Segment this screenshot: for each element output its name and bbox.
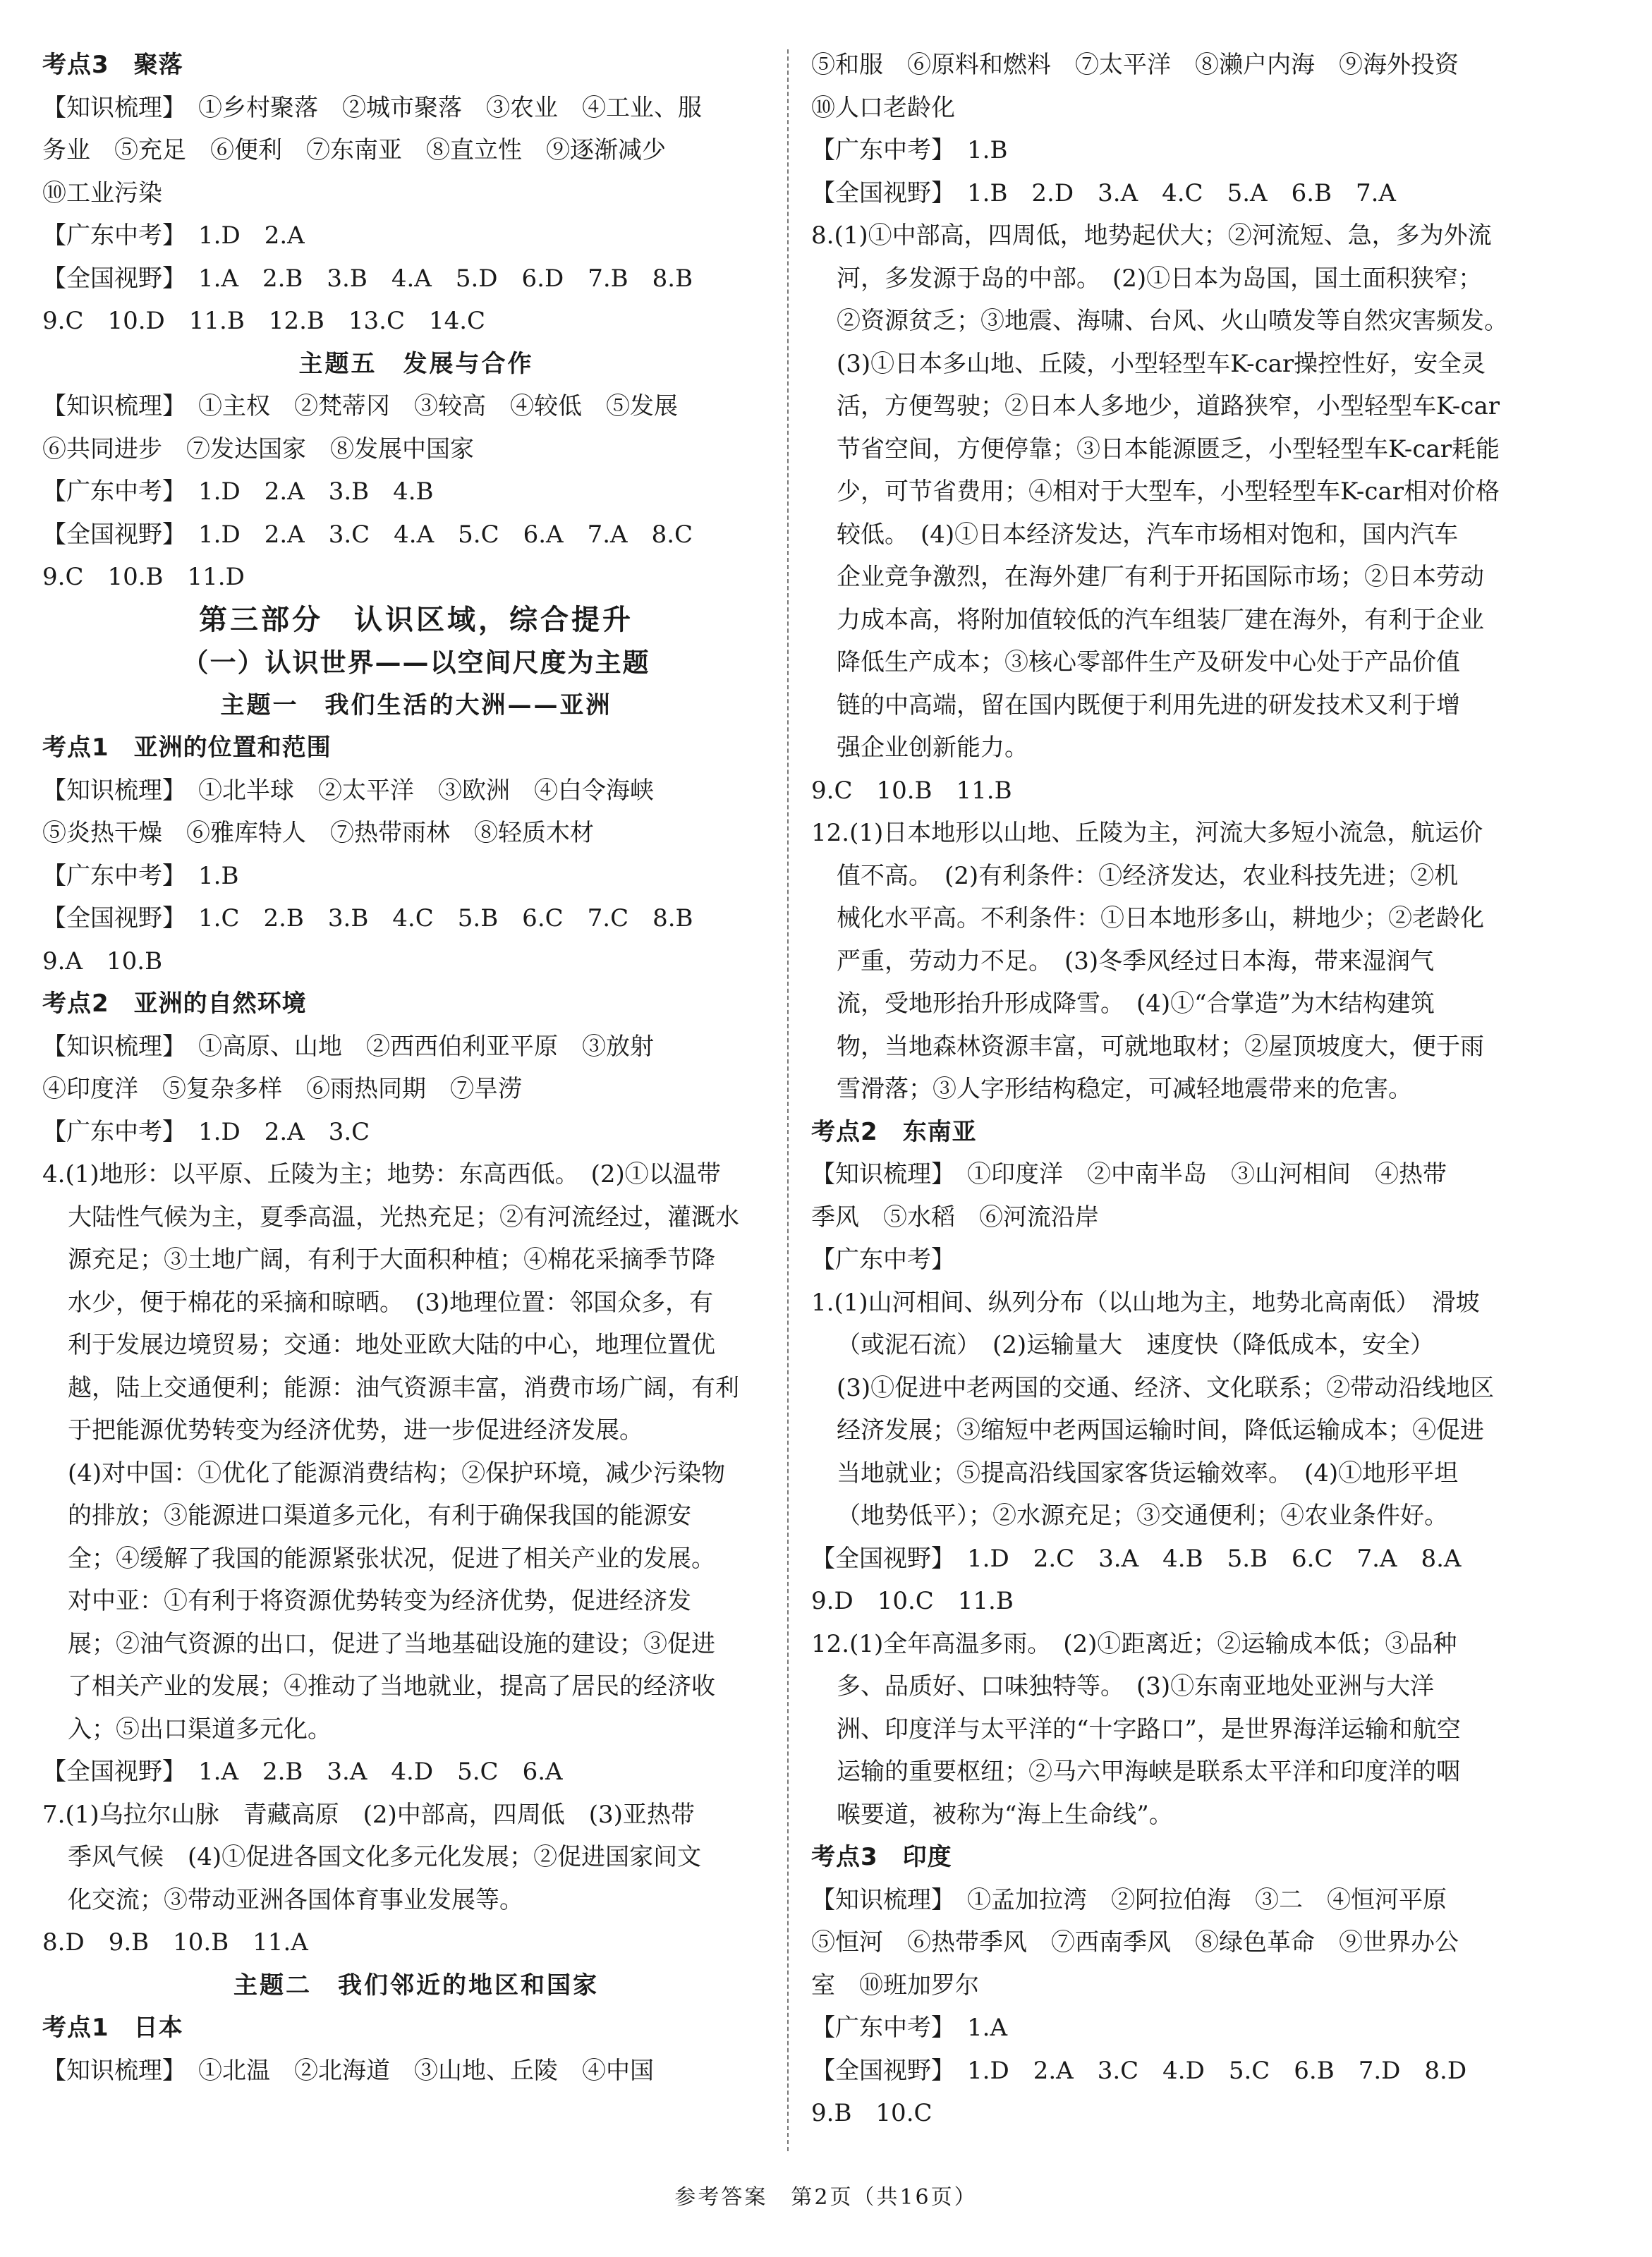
answer-line: (3)①日本多山地、丘陵，小型轻型车K-car操控性好，安全灵 [837, 349, 1486, 378]
answer-line: 运输的重要枢纽；②马六甲海峡是联系太平洋和印度洋的咽 [837, 1758, 1460, 1786]
answer-line: 室 ⑩班加罗尔 [811, 1971, 979, 2000]
answer-line: 流，受地形抬升形成降雪。 (4)①“合掌造”为木结构建筑 [837, 990, 1435, 1018]
answer-line: 【全国视野】 1.D 2.A 3.C 4.A 5.C 6.A 7.A 8.C [42, 520, 693, 549]
answer-line: 9.C 10.D 11.B 12.B 13.C 14.C [42, 307, 486, 335]
answer-line: 7.(1)乌拉尔山脉 青藏高原 (2)中部高，四周低 (3)亚热带 [42, 1800, 695, 1829]
answer-line: 河，多发源于岛的中部。 (2)①日本为岛国，国土面积狭窄； [837, 264, 1483, 293]
answer-line: 的排放；③能源进口渠道多元化，有利于确保我国的能源安 [68, 1502, 691, 1530]
answer-line: 【知识梳理】 ①乡村聚落 ②城市聚落 ③农业 ④工业、服 [42, 93, 702, 122]
answer-line: 活，方便驾驶；②日本人多地少，道路狭窄，小型轻型车K-car [837, 392, 1500, 420]
answer-line: 【广东中考】 1.B [811, 136, 1008, 164]
topic-heading: 考点1 亚洲的位置和范围 [42, 734, 332, 762]
answer-line: 【广东中考】 1.D 2.A [42, 221, 305, 250]
topic-heading: 考点2 东南亚 [811, 1117, 977, 1146]
topic-heading: 考点2 亚洲的自然环境 [42, 990, 307, 1018]
answer-line: 经济发展；③缩短中老两国运输时间，降低运输成本；④促进 [837, 1416, 1484, 1444]
answer-line: ④印度洋 ⑤复杂多样 ⑥雨热同期 ⑦旱涝 [42, 1075, 522, 1103]
answer-line: 于把能源优势转变为经济优势，进一步促进经济发展。 [68, 1416, 643, 1444]
topic-heading: 考点1 日本 [42, 2014, 183, 2042]
answer-line: 利于发展边境贸易；交通：地处亚欧大陆的中心，地理位置优 [68, 1331, 715, 1359]
answer-line: 链的中高端，留在国内既便于利用先进的研发技术又利于增 [837, 691, 1460, 719]
answer-line: ②资源贫乏；③地震、海啸、台风、火山喷发等自然灾害频发。 [837, 307, 1508, 335]
answer-line: 季风气候 (4)①促进各国文化多元化发展；②促进国家间文 [68, 1843, 702, 1871]
answer-line: 【广东中考】 1.D 2.A 3.B 4.B [42, 477, 434, 506]
answer-line: 展；②油气资源的出口，促进了当地基础设施的建设；③促进 [68, 1629, 715, 1658]
topic-heading: 考点3 印度 [811, 1843, 952, 1871]
answer-line: 【广东中考】 1.D 2.A 3.C [42, 1117, 370, 1146]
answer-line: 9.C 10.B 11.B [811, 776, 1012, 805]
answer-line: 4.(1)地形：以平原、丘陵为主；地势：东高西低。 (2)①以温带 [42, 1160, 721, 1188]
section-heading: 主题一 我们生活的大洲——亚洲 [220, 691, 612, 719]
column-divider [787, 49, 789, 2151]
answer-line: 【知识梳理】 ①高原、山地 ②西西伯利亚平原 ③放射 [42, 1032, 654, 1061]
answer-line: 9.A 10.B [42, 947, 163, 975]
answer-line: (3)①促进中老两国的交通、经济、文化联系；②带动沿线地区 [837, 1373, 1495, 1402]
answer-line: 12.(1)全年高温多雨。 (2)①距离近；②运输成本低；③品种 [811, 1629, 1457, 1658]
answer-line: 降低生产成本；③核心零部件生产及研发中心处于产品价值 [837, 648, 1460, 676]
answer-line: 【全国视野】 1.B 2.D 3.A 4.C 5.A 6.B 7.A [811, 178, 1396, 207]
answer-line: 械化水平高。不利条件：①日本地形多山，耕地少；②老龄化 [837, 904, 1484, 932]
answer-line: 全；④缓解了我国的能源紧张状况，促进了相关产业的发展。 [68, 1544, 715, 1573]
answer-line: ⑩人口老龄化 [811, 93, 955, 122]
answer-line: 企业竞争激烈，在海外建厂有利于开拓国际市场；②日本劳动 [837, 563, 1484, 591]
answer-line: 【全国视野】 1.A 2.B 3.B 4.A 5.D 6.D 7.B 8.B [42, 264, 693, 293]
answer-line: 【广东中考】 1.A [811, 2014, 1007, 2042]
answer-line: 多、品质好、口味独特等。 (3)①东南亚地处亚洲与大洋 [837, 1672, 1435, 1701]
answer-line: 物，当地森林资源丰富，可就地取材；②屋顶坡度大，便于雨 [837, 1032, 1484, 1061]
answer-line: 【知识梳理】 ①北温 ②北海道 ③山地、丘陵 ④中国 [42, 2056, 654, 2085]
answer-line: 源充足；③土地广阔，有利于大面积种植；④棉花采摘季节降 [68, 1246, 715, 1274]
answer-line: ⑩工业污染 [42, 178, 162, 207]
answer-line: 当地就业；⑤提高沿线国家客货运输效率。 (4)①地形平坦 [837, 1459, 1459, 1488]
section-heading: 第三部分 认识区域，综合提升 [199, 602, 633, 636]
answer-line: 【全国视野】 1.C 2.B 3.B 4.C 5.B 6.C 7.C 8.B [42, 904, 693, 932]
answer-line: 【全国视野】 1.D 2.C 3.A 4.B 5.B 6.C 7.A 8.A [811, 1544, 1462, 1573]
page-footer: 参考答案 第2页（共16页） [674, 2185, 978, 2210]
answer-line: 洲、印度洋与太平洋的“十字路口”，是世界海洋运输和航空 [837, 1715, 1461, 1744]
answer-line: 严重，劳动力不足。 (3)冬季风经过日本海，带来湿润气 [837, 947, 1435, 975]
answer-line: 8.D 9.B 10.B 11.A [42, 1928, 308, 1957]
answer-line: 对中亚：①有利于将资源优势转变为经济优势，促进经济发 [68, 1587, 691, 1615]
answer-line: 1.(1)山河相间、纵列分布（以山地为主，地势北高南低） 滑坡 [811, 1288, 1480, 1317]
answer-line: ⑤炎热干燥 ⑥雅库特人 ⑦热带雨林 ⑧轻质木材 [42, 819, 594, 847]
answer-line: 力成本高，将附加值较低的汽车组装厂建在海外，有利于企业 [837, 605, 1484, 634]
answer-line: 务业 ⑤充足 ⑥便利 ⑦东南亚 ⑧直立性 ⑨逐渐减少 [42, 136, 666, 164]
answer-line: 【知识梳理】 ①北半球 ②太平洋 ③欧洲 ④白令海峡 [42, 776, 654, 805]
right-column [811, 44, 1559, 2135]
answer-line: 【知识梳理】 ①印度洋 ②中南半岛 ③山河相间 ④热带 [811, 1160, 1447, 1188]
answer-line: 喉要道，被称为“海上生命线”。 [837, 1800, 1173, 1829]
answer-line: ⑤和服 ⑥原料和燃料 ⑦太平洋 ⑧濑户内海 ⑨海外投资 [811, 51, 1459, 79]
answer-line: （地势低平）；②水源充足；③交通便利；④农业条件好。 [837, 1502, 1448, 1530]
answer-line: 【知识梳理】 ①主权 ②梵蒂冈 ③较高 ④较低 ⑤发展 [42, 392, 678, 420]
answer-line: 水少，便于棉花的采摘和晾晒。 (3)地理位置：邻国众多，有 [68, 1288, 714, 1317]
answer-line: 节省空间，方便停靠；③日本能源匮乏，小型轻型车K-car耗能 [837, 434, 1500, 463]
answer-line: （或泥石流） (2)运输量大 速度快（降低成本，安全） [837, 1331, 1435, 1359]
answer-line: 【全国视野】 1.D 2.A 3.C 4.D 5.C 6.B 7.D 8.D [811, 2056, 1467, 2085]
answer-line: 值不高。 (2)有利条件：①经济发达，农业科技先进；②机 [837, 861, 1459, 890]
answer-line: 9.C 10.B 11.D [42, 563, 245, 591]
answer-line: 【全国视野】 1.A 2.B 3.A 4.D 5.C 6.A [42, 1758, 563, 1786]
answer-line: 12.(1)日本地形以山地、丘陵为主，河流大多短小流急，航运价 [811, 819, 1483, 847]
answer-line: 入；⑤出口渠道多元化。 [68, 1715, 332, 1744]
answer-line: ⑥共同进步 ⑦发达国家 ⑧发展中国家 [42, 434, 474, 463]
answer-line: 化交流；③带动亚洲各国体育事业发展等。 [68, 1885, 523, 1914]
answer-line: ⑤恒河 ⑥热带季风 ⑦西南季风 ⑧绿色革命 ⑨世界办公 [811, 1928, 1459, 1957]
answer-line: 【广东中考】 1.B [42, 861, 239, 890]
answer-line: 越，陆上交通便利；能源：油气资源丰富，消费市场广阔，有利 [68, 1373, 739, 1402]
answer-line: 较低。 (4)①日本经济发达，汽车市场相对饱和，国内汽车 [837, 520, 1459, 549]
answer-line: 【知识梳理】 ①孟加拉湾 ②阿拉伯海 ③二 ④恒河平原 [811, 1885, 1447, 1914]
answer-line: (4)对中国：①优化了能源消费结构；②保护环境，减少污染物 [68, 1459, 726, 1488]
answer-line: 9.D 10.C 11.B [811, 1587, 1014, 1615]
answer-line: 强企业创新能力。 [837, 734, 1028, 762]
answer-line: 雪滑落；③人字形结构稳定，可减轻地震带来的危害。 [837, 1075, 1412, 1103]
answer-line: 【广东中考】 [811, 1246, 955, 1274]
answer-line: 8.(1)①中部高，四周低，地势起伏大；②河流短、急，多为外流 [811, 221, 1492, 250]
topic-heading: 考点3 聚落 [42, 51, 183, 79]
answer-line: 9.B 10.C [811, 2099, 933, 2127]
section-heading: 主题二 我们邻近的地区和国家 [233, 1971, 599, 2000]
section-heading: 主题五 发展与合作 [298, 349, 534, 378]
answer-line: 季风 ⑤水稻 ⑥河流沿岸 [811, 1203, 1099, 1231]
section-heading: （一）认识世界——以空间尺度为主题 [182, 647, 650, 678]
answer-line: 了相关产业的发展；④推动了当地就业，提高了居民的经济收 [68, 1672, 715, 1701]
answer-line: 少，可节省费用；④相对于大型车，小型轻型车K-car相对价格 [837, 477, 1500, 506]
answer-line: 大陆性气候为主，夏季高温，光热充足；②有河流经过，灌溉水 [68, 1203, 739, 1231]
left-column [42, 44, 790, 2092]
